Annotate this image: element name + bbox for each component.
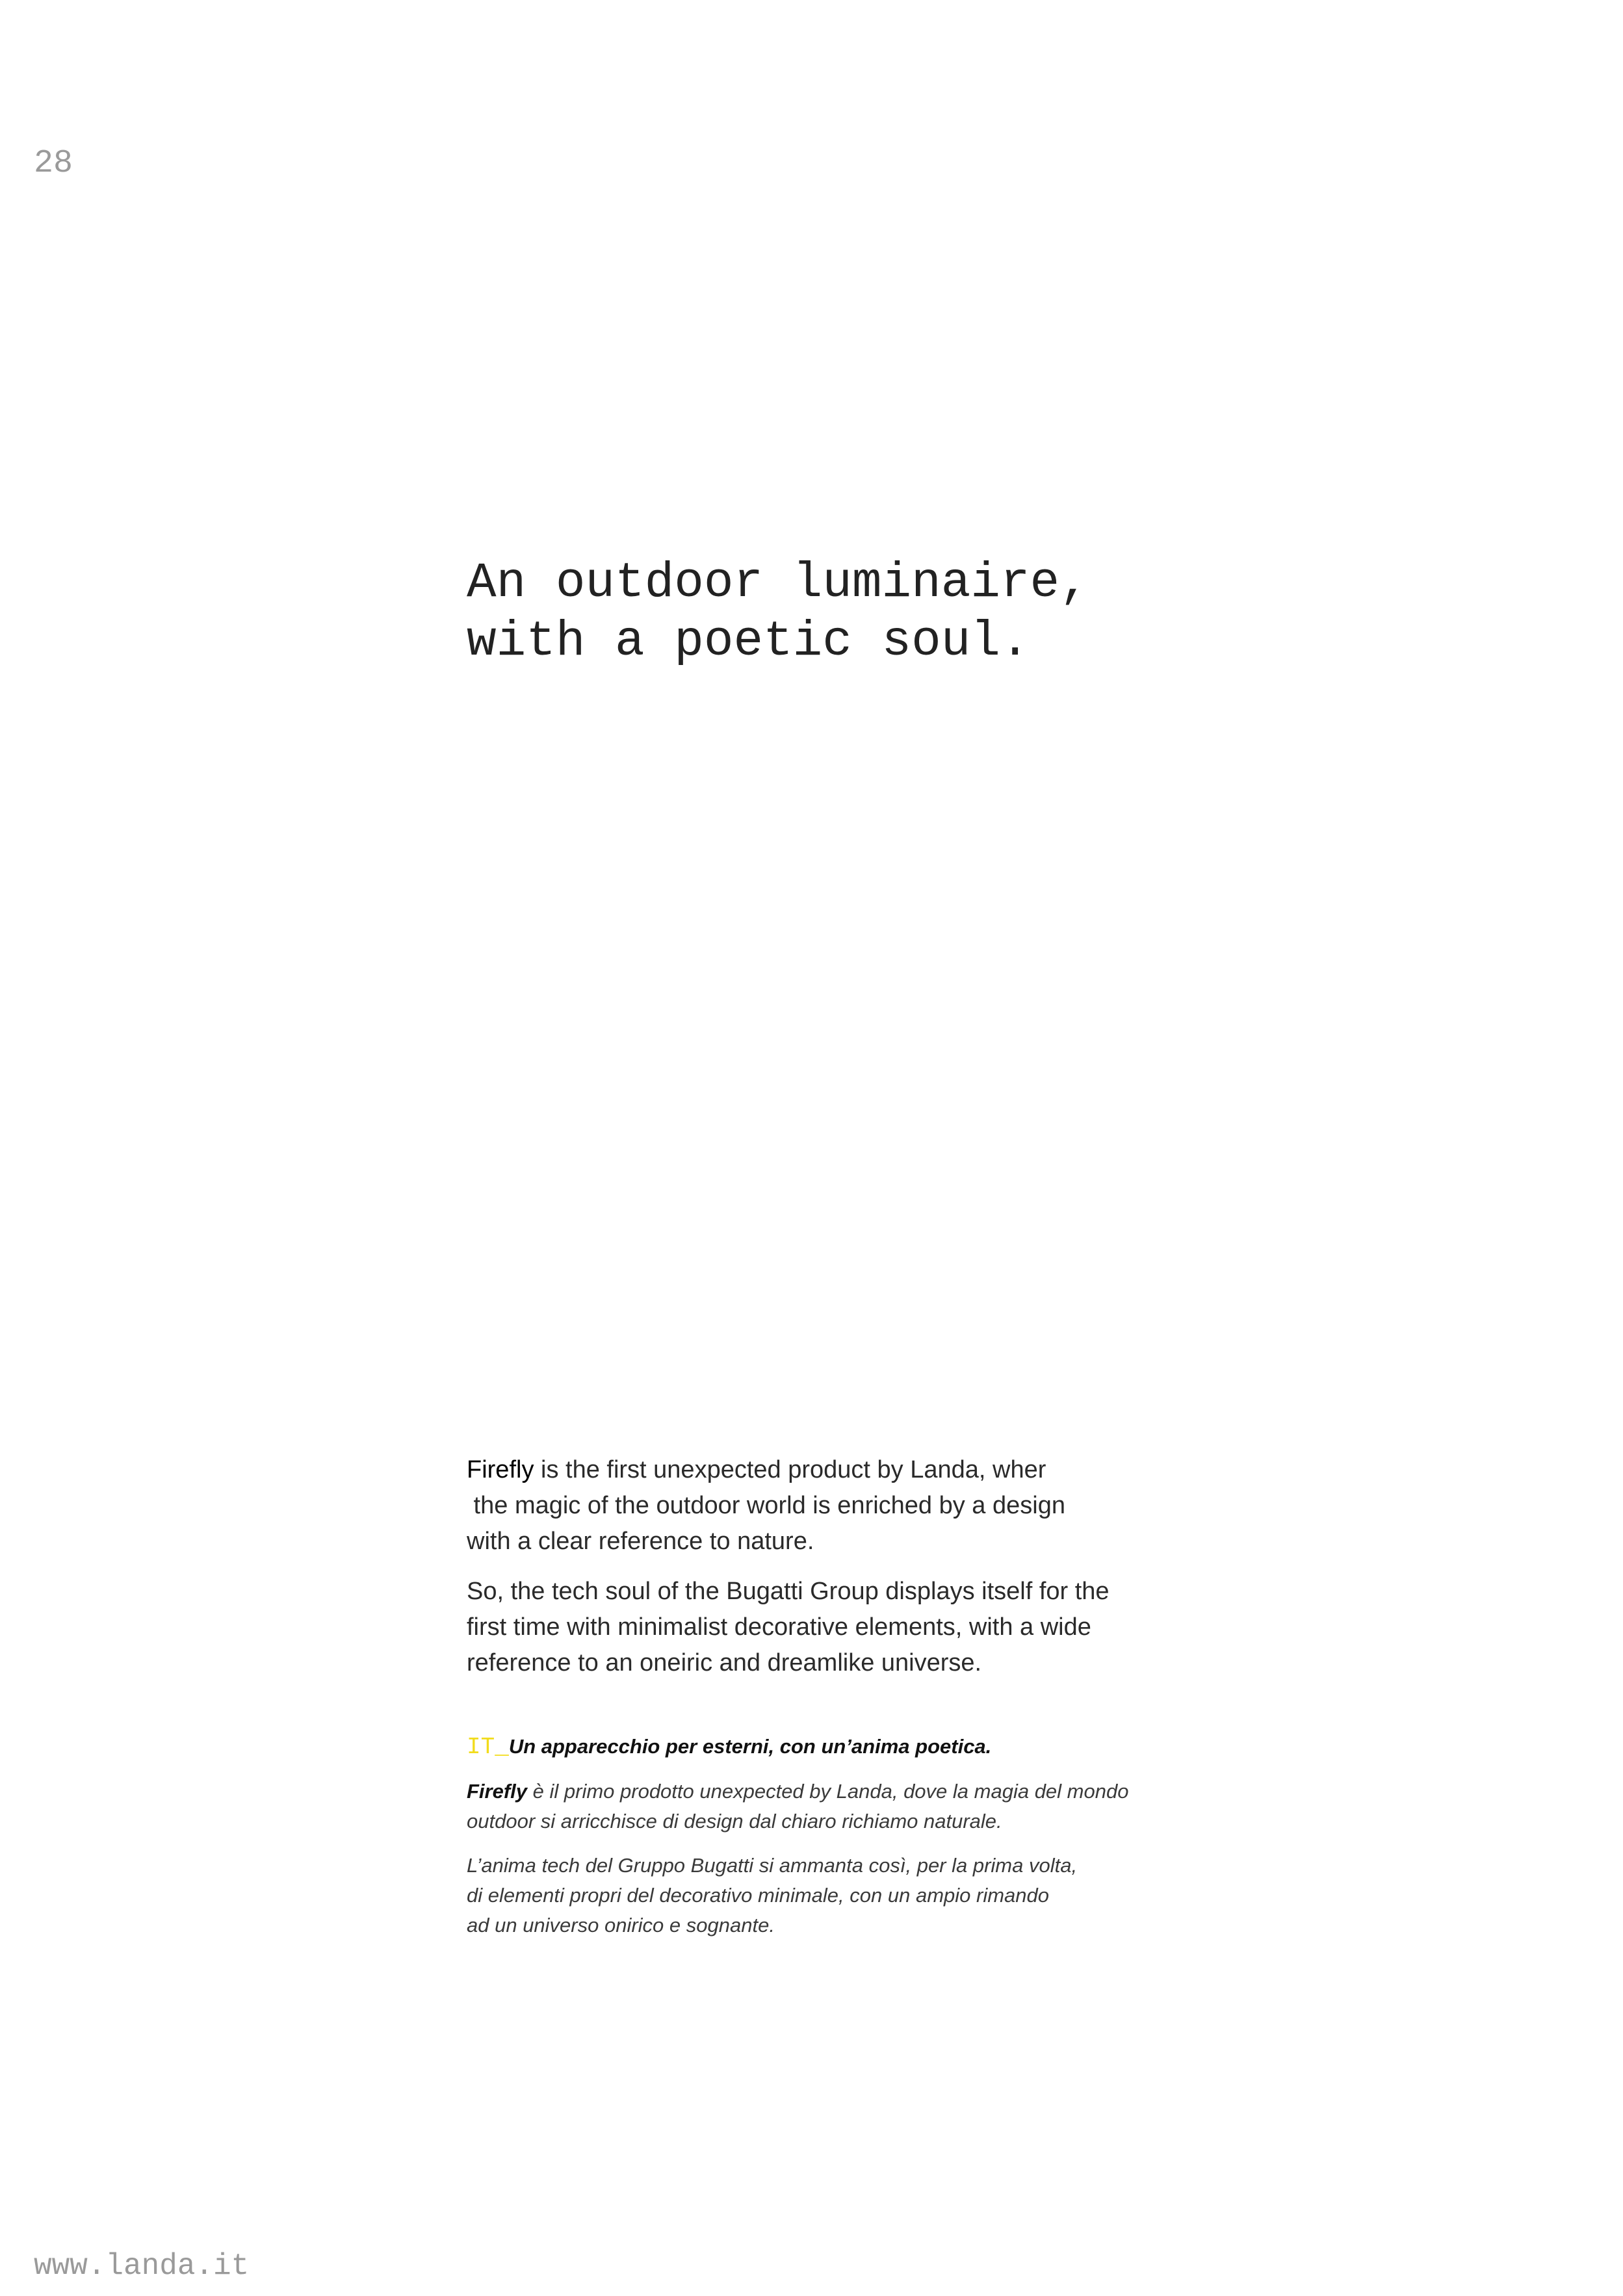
english-paragraph-1 (467, 1452, 1195, 1559)
english-p1-line-3: with a clear reference to nature. (467, 1528, 814, 1555)
italian-paragraph-1 (467, 1777, 1247, 1836)
product-name: Firefly (467, 1456, 534, 1483)
headline (467, 554, 1442, 671)
italian-p1-line-1-text: è il primo prodotto unexpected by Landa, dove la magia del mondo (527, 1780, 1129, 1803)
english-p1-line-1 (467, 1452, 1195, 1488)
english-p2-line-3: reference to an oneiric and dreamlike universe. (467, 1649, 982, 1676)
english-p2-line-2: first time with minimalist decorative elements, with a wide (467, 1613, 1091, 1641)
italian-language-tag: IT_ (467, 1734, 509, 1760)
english-description (467, 1452, 1195, 1681)
english-p2-line-1: So, the tech soul of the Bugatti Group displays itself for the (467, 1578, 1110, 1605)
headline-line-1: An outdoor luminaire, (467, 555, 1089, 611)
italian-description (467, 1732, 1247, 1940)
headline-line-2: with a poetic soul. (467, 614, 1030, 670)
italian-p2-line-3: ad un universo onirico e sognante. (467, 1914, 775, 1937)
page-number: 28 (34, 145, 73, 182)
english-p1-line-2: the magic of the outdoor world is enriched by a design (467, 1492, 1065, 1519)
italian-title (467, 1732, 1247, 1762)
footer-website-url: www.landa.it (34, 2249, 250, 2283)
italian-p2-line-1: L’anima tech del Gruppo Bugatti si ammanta così, per la prima volta, (467, 1854, 1078, 1877)
italian-title-text: Un apparecchio per esterni, con un’anima poetica. (508, 1735, 992, 1758)
english-paragraph-2 (467, 1574, 1195, 1681)
italian-product-name: Firefly (467, 1780, 528, 1803)
english-p1-line-1-text: is the first unexpected product by Landa, wher (534, 1456, 1046, 1483)
italian-p2-line-2: di elementi propri del decorativo minimale, con un ampio rimando (467, 1884, 1050, 1907)
italian-p1-line-2: outdoor si arricchisce di design dal chiaro richiamo naturale. (467, 1810, 1002, 1833)
italian-paragraph-2 (467, 1851, 1247, 1940)
italian-p1-line-1 (467, 1777, 1247, 1807)
